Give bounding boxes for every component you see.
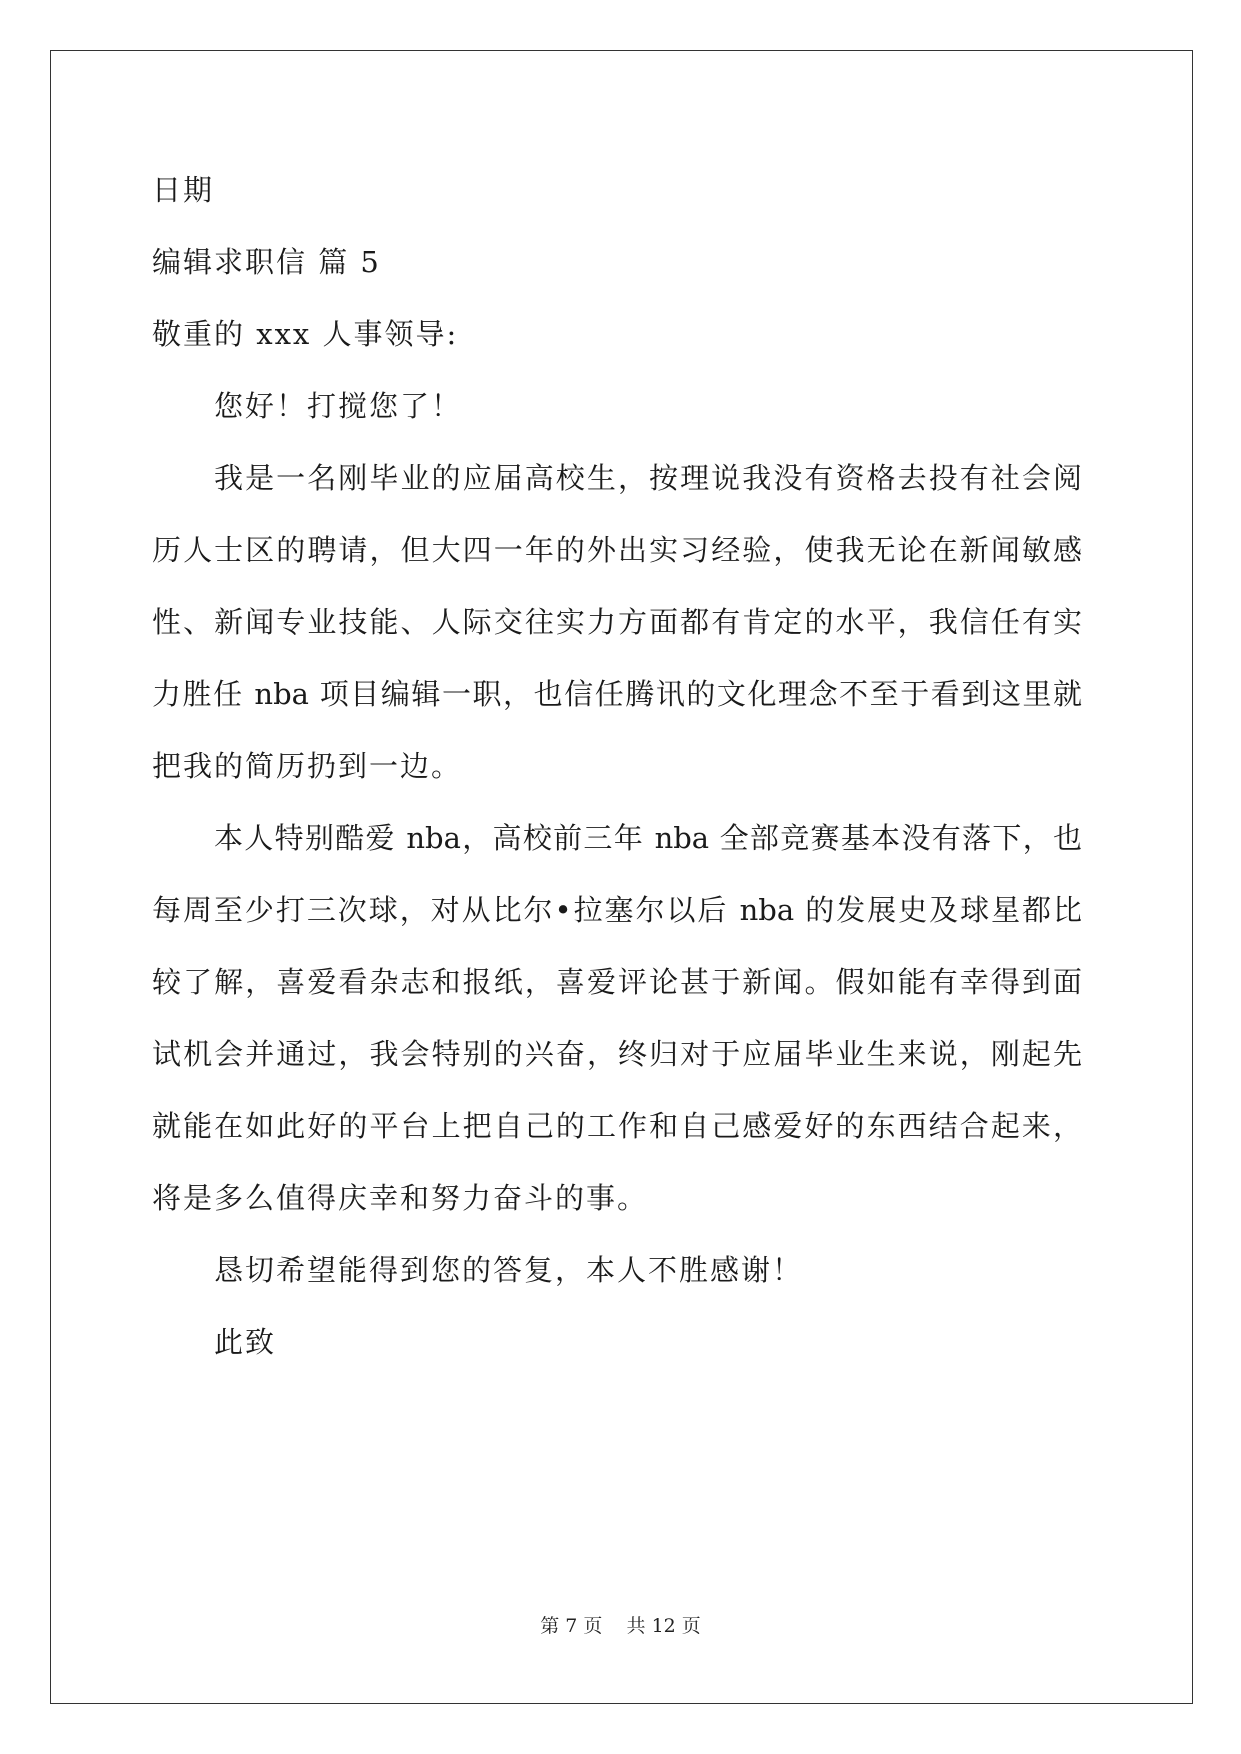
paragraph-line: 本人特别酷爱 nba，高校前三年 nba 全部竞赛基本没有落下，也: [214, 821, 1082, 855]
closing-request: 恳切希望能得到您的答复，本人不胜感谢！: [214, 1253, 804, 1287]
paragraph-line: 试机会并通过，我会特别的兴奋，终归对于应届毕业生来说，刚起先: [152, 1037, 1082, 1071]
section-title: 编辑求职信 篇 5: [152, 245, 381, 279]
page-border: [50, 50, 1193, 1704]
paragraph-line: 力胜任 nba 项目编辑一职，也信任腾讯的文化理念不至于看到这里就: [152, 677, 1082, 711]
paragraph-line: 就能在如此好的平台上把自己的工作和自己感爱好的东西结合起来，: [152, 1109, 1082, 1143]
paragraph-line: 将是多么值得庆幸和努力奋斗的事。: [152, 1181, 649, 1215]
greeting: 您好！打搅您了！: [214, 389, 463, 423]
paragraph-line: 历人士区的聘请，但大四一年的外出实习经验，使我无论在新闻敏感: [152, 533, 1082, 567]
paragraph-line: 我是一名刚毕业的应届高校生，按理说我没有资格去投有社会阅: [214, 461, 1082, 495]
page-indicator: 第 7 页 共 12 页: [540, 1615, 701, 1637]
date-label: 日期: [152, 173, 215, 207]
paragraph-line: 每周至少打三次球，对从比尔•拉塞尔以后 nba 的发展史及球星都比: [152, 893, 1082, 927]
paragraph-line: 把我的简历扔到一边。: [152, 749, 463, 783]
paragraph-line: 性、新闻专业技能、人际交往实力方面都有肯定的水平，我信任有实: [152, 605, 1082, 639]
closing: 此致: [214, 1325, 277, 1359]
salutation: 敬重的 xxx 人事领导:: [152, 317, 459, 351]
paragraph-line: 较了解，喜爱看杂志和报纸，喜爱评论甚于新闻。假如能有幸得到面: [152, 965, 1082, 999]
